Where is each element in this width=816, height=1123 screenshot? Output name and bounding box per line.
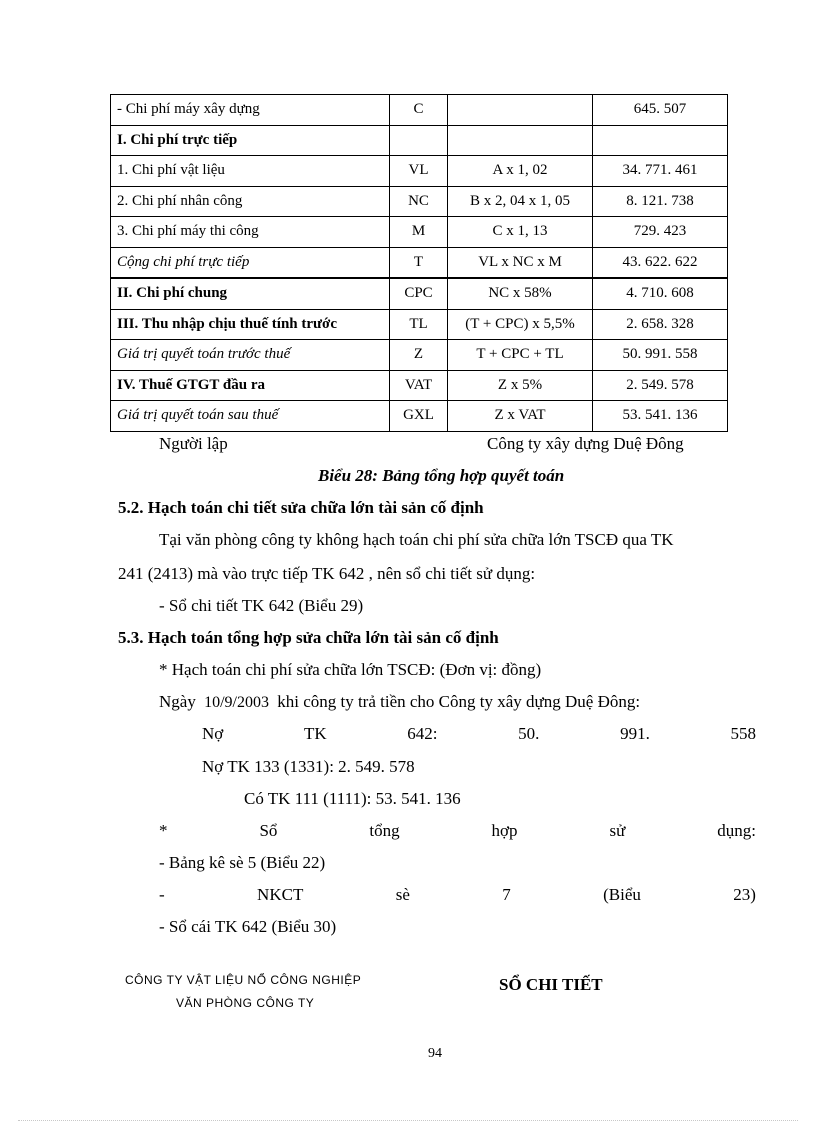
cost-item-name: III. Thu nhập chịu thuế tính trước [111, 309, 390, 340]
cost-item-code: T [390, 247, 448, 278]
book-item-2 [159, 885, 756, 905]
settlement-table-body [111, 95, 728, 432]
section-5-2-paragraph-line1: Tại văn phòng công ty không hạch toán chi phí sửa chữa lớn TSCĐ qua TK [159, 530, 674, 549]
cost-item-formula: (T + CPC) x 5,5% [448, 309, 593, 340]
ledger-title: SỔ CHI TIẾT [499, 975, 603, 994]
book2-word-1: - [159, 885, 165, 904]
cost-item-code [390, 125, 448, 156]
cost-item-value: 8. 121. 738 [593, 186, 728, 217]
table-row [111, 370, 728, 401]
company-office: VĂN PHÒNG CÔNG TY [176, 996, 315, 1010]
cost-item-name: 3. Chi phí máy thi công [111, 217, 390, 248]
debit-word-5: 991. [620, 724, 650, 743]
cost-item-name: Cộng chi phí trực tiếp [111, 247, 390, 278]
table-caption: Biểu 28: Bảng tổng hợp quyết toán [318, 466, 565, 485]
page-bottom-rule [18, 1120, 798, 1121]
cost-item-value: 729. 423 [593, 217, 728, 248]
cost-item-formula: Z x VAT [448, 401, 593, 432]
payment-date-line [159, 692, 640, 712]
table-row [111, 186, 728, 217]
cost-item-value: 43. 622. 622 [593, 247, 728, 278]
books-word-2: Sổ [259, 821, 278, 840]
table-row [111, 278, 728, 309]
book2-word-4: 7 [502, 885, 511, 904]
cost-item-name: Giá trị quyết toán sau thuế [111, 401, 390, 432]
signature-company: Công ty xây dựng Duệ Đông [487, 434, 684, 453]
table-row [111, 217, 728, 248]
cost-item-code: TL [390, 309, 448, 340]
debit-entry-642 [202, 724, 756, 744]
book2-word-3: sè [395, 885, 410, 904]
settlement-table [110, 94, 728, 432]
section-5-2-bullet: - Sổ chi tiết TK 642 (Biểu 29) [159, 596, 364, 615]
cost-item-value: 50. 991. 558 [593, 340, 728, 371]
section-5-3-heading: 5.3. Hạch toán tổng hợp sửa chữa lớn tài sản cố định [118, 628, 499, 647]
table-row [111, 247, 728, 278]
cost-item-value: 2. 658. 328 [593, 309, 728, 340]
cost-item-name: 2. Chi phí nhân công [111, 186, 390, 217]
book-item-3: - Sổ cái TK 642 (Biểu 30) [159, 917, 337, 936]
section-5-2-heading: 5.2. Hạch toán chi tiết sửa chữa lớn tài sản cố định [118, 498, 484, 517]
credit-entry-111: Có TK 111 (1111): 53. 541. 136 [244, 789, 461, 808]
cost-item-code: CPC [390, 278, 448, 309]
cost-item-code: M [390, 217, 448, 248]
book2-word-6: 23) [733, 885, 756, 904]
books-word-1: * [159, 821, 168, 840]
debit-word-4: 50. [518, 724, 540, 743]
page-number: 94 [428, 1046, 442, 1061]
debit-word-1: Nợ [202, 724, 224, 743]
cost-item-code: NC [390, 186, 448, 217]
cost-item-value: 53. 541. 136 [593, 401, 728, 432]
table-row [111, 401, 728, 432]
cost-item-name: II. Chi phí chung [111, 278, 390, 309]
section-5-2-paragraph-line2: 241 (2413) mà vào trực tiếp TK 642 , nên sổ chi tiết sử dụng: [118, 564, 536, 583]
cost-item-formula [448, 125, 593, 156]
cost-item-value: 4. 710. 608 [593, 278, 728, 309]
books-word-6: dụng: [717, 821, 756, 840]
cost-item-code: GXL [390, 401, 448, 432]
cost-item-formula: Z x 5% [448, 370, 593, 401]
date-prefix: Ngày [159, 692, 196, 711]
books-word-3: tổng [369, 821, 400, 840]
cost-item-name: Giá trị quyết toán trước thuế [111, 340, 390, 371]
cost-item-formula: T + CPC + TL [448, 340, 593, 371]
debit-word-3: 642: [407, 724, 438, 743]
cost-item-formula: VL x NC x M [448, 247, 593, 278]
book-item-1: - Bảng kê sè 5 (Biểu 22) [159, 853, 326, 872]
table-row [111, 156, 728, 187]
signature-preparer: Người lập [159, 434, 228, 453]
cost-item-value [593, 125, 728, 156]
table-row [111, 340, 728, 371]
cost-item-value: 34. 771. 461 [593, 156, 728, 187]
cost-item-code: Z [390, 340, 448, 371]
books-used-line [159, 821, 756, 841]
date-suffix: khi công ty trả tiền cho Công ty xây dựng Duệ Đông: [277, 692, 641, 711]
book2-word-5: (Biểu [603, 885, 641, 904]
cost-item-code: VAT [390, 370, 448, 401]
payment-date: 10/9/2003 [204, 694, 269, 711]
table-row [111, 125, 728, 156]
cost-item-value: 645. 507 [593, 95, 728, 126]
company-name: CÔNG TY VẬT LIỆU NỔ CÔNG NGHIỆP [125, 973, 362, 987]
cost-item-name: IV. Thuế GTGT đầu ra [111, 370, 390, 401]
cost-item-formula: NC x 58% [448, 278, 593, 309]
books-word-4: hợp [491, 821, 518, 840]
book2-word-2: NKCT [257, 885, 304, 904]
cost-item-formula: C x 1, 13 [448, 217, 593, 248]
table-row [111, 95, 728, 126]
cost-item-code: C [390, 95, 448, 126]
accounting-note: * Hạch toán chi phí sửa chữa lớn TSCĐ: (Đơn vị: đồng) [159, 660, 542, 679]
cost-item-name: 1. Chi phí vật liệu [111, 156, 390, 187]
cost-item-name: I. Chi phí trực tiếp [111, 125, 390, 156]
debit-word-6: 558 [730, 724, 756, 743]
cost-item-value: 2. 549. 578 [593, 370, 728, 401]
debit-word-2: TK [303, 724, 327, 743]
cost-item-formula: B x 2, 04 x 1, 05 [448, 186, 593, 217]
cost-item-name: - Chi phí máy xây dựng [111, 95, 390, 126]
cost-item-formula [448, 95, 593, 126]
books-word-5: sử [609, 821, 626, 840]
cost-item-code: VL [390, 156, 448, 187]
debit-entry-133: Nợ TK 133 (1331): 2. 549. 578 [202, 757, 415, 776]
table-row [111, 309, 728, 340]
cost-item-formula: A x 1, 02 [448, 156, 593, 187]
